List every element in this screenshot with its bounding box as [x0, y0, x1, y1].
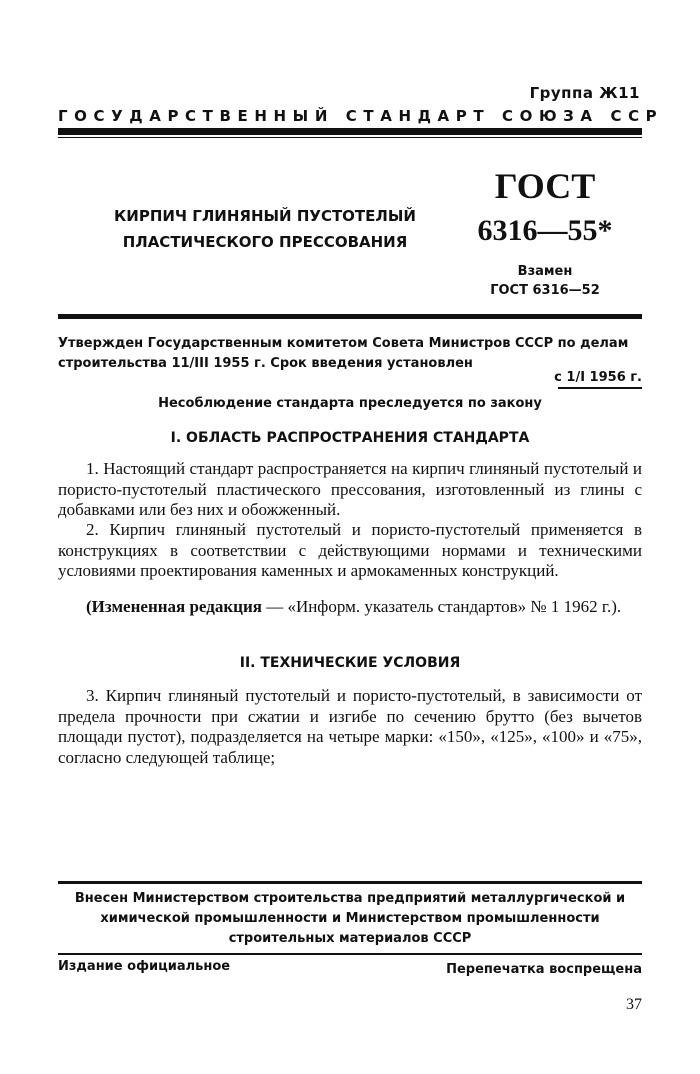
amendment-note	[58, 597, 642, 618]
approval-statement: Утвержден Государственным комитетом Совета Министров СССР по делам строительства 11/III 1955 г. Срок введения установлен	[58, 336, 629, 371]
document-title	[100, 203, 430, 255]
paragraph-2: 2. Кирпич глиняный пустотелый и пористо-пустотелый применяется в конструкциях в соответствии с действующими нормами и техническими условиями проектирования каменных и армокаменных конструкций.	[58, 520, 642, 581]
gost-number: 6316—55*	[477, 214, 613, 247]
effective-date-underline	[558, 387, 642, 389]
reprint-note: Перепечатка воспрещена	[446, 962, 642, 977]
title-line-2: ПЛАСТИЧЕСКОГО ПРЕССОВАНИЯ	[122, 233, 408, 251]
top-divider	[58, 128, 642, 135]
effective-date: с 1/I 1956 г.	[554, 370, 642, 385]
gost-label: ГОСТ	[494, 166, 596, 206]
amendment-label: (Измененная редакция	[86, 597, 262, 616]
paragraph-3: 3. Кирпич глиняный пустотелый и пористо-пустотелый, в зависимости от предела прочности при сжатии и изгибе по сечению брутто (без вычетов площади пустот), подразделяется на четыре марки: «150», «125», «100» и «75», согласно следующей таблице;	[58, 686, 642, 767]
amendment-reference: — «Информ. указатель стандартов» № 1 1962 г.).	[261, 597, 622, 616]
section-2-heading: II. ТЕХНИЧЕСКИЕ УСЛОВИЯ	[239, 655, 461, 671]
edition-note: Издание официальное	[58, 959, 231, 974]
gost-designation	[440, 165, 650, 301]
replaces-label: Взамен	[517, 264, 573, 279]
submitted-by: Внесен Министерством строительства предприятий металлургической и химической промышленности и Министерством промышленности строительных материалов СССР	[74, 891, 626, 946]
group-code: Группа Ж11	[529, 84, 640, 102]
page-number: 37	[626, 996, 642, 1013]
noncompliance-notice: Несоблюдение стандарта преследуется по закону	[158, 396, 542, 411]
footer-divider	[58, 953, 642, 955]
state-standard-heading: ГОСУДАРСТВЕННЫЙ СТАНДАРТ СОЮЗА ССР	[58, 107, 664, 125]
middle-divider	[58, 314, 642, 319]
paragraph-1: 1. Настоящий стандарт распространяется на кирпич глиняный пустотелый и пористо-пустотелый пластического прессования, изготовленный из глины с добавками или без них и обожженный.	[58, 459, 642, 520]
section-1-heading: I. ОБЛАСТЬ РАСПРОСТРАНЕНИЯ СТАНДАРТА	[170, 430, 530, 446]
title-line-1: КИРПИЧ ГЛИНЯНЫЙ ПУСТОТЕЛЫЙ	[114, 207, 416, 225]
replaces-reference: ГОСТ 6316—52	[490, 283, 600, 298]
top-divider-thin	[58, 137, 642, 138]
footer-divider-top	[58, 881, 642, 884]
